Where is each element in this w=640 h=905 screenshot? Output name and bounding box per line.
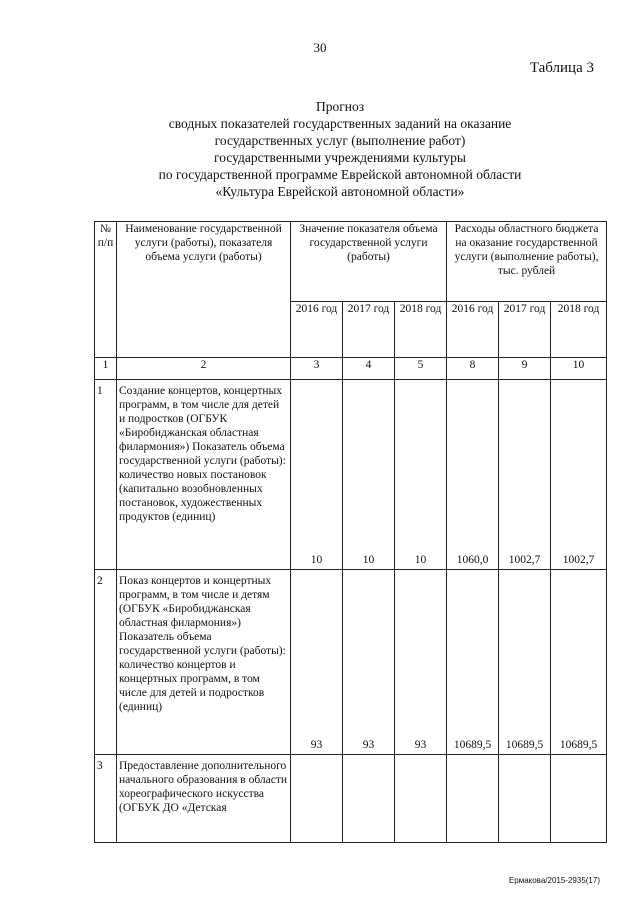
title-line: государственными учреждениями культуры [214,150,466,165]
value-cell [499,755,551,843]
value-cell: 10689,5 [499,570,551,755]
column-number: 2 [117,358,291,380]
row-description: Показ концертов и концертных программ, в том числе и детям (ОГБУК «Биробиджанская областная филармония») Показатель объема государственной услуги (работы): количество концертов и концертных программ, в том числе для детей и подростков (единиц) [117,570,291,755]
row-description: Предоставление дополнительного начального образования в области хореографического искусства (ОГБУК ДО «Детская [117,755,291,843]
column-number: 9 [499,358,551,380]
row-description: Создание концертов, концертных программ, в том числе для детей и подростков (ОГБУК «Биробиджанская областная филармония») Показатель объема государственной услуги (работы): количество новых постановок (капитально возобновленных постановок, художественных продуктов (единиц) [117,380,291,570]
forecast-table [94,221,607,843]
value-cell [343,755,395,843]
value-cell: 10 [291,380,343,570]
column-number: 3 [291,358,343,380]
year-header: 2016 год [447,302,499,358]
row-number: 3 [95,755,117,843]
value-cell: 10 [395,380,447,570]
table-label: Таблица 3 [529,60,594,76]
year-header: 2016 год [291,302,343,358]
value-cell: 93 [343,570,395,755]
column-number: 1 [95,358,117,380]
year-header: 2017 год [343,302,395,358]
value-cell: 10689,5 [551,570,607,755]
value-cell: 93 [395,570,447,755]
value-cell [551,755,607,843]
value-cell: 93 [291,570,343,755]
table-row [95,755,607,843]
column-number: 5 [395,358,447,380]
value-cell: 1002,7 [499,380,551,570]
year-header: 2018 год [395,302,447,358]
page-number: 30 [313,40,327,55]
title-line: «Культура Еврейской автономной области» [215,184,465,199]
header-volume: Значение показателя объема государственной услуги (работы) [291,222,447,302]
value-cell: 10689,5 [447,570,499,755]
year-header: 2017 год [499,302,551,358]
header-expenses: Расходы областного бюджета на оказание государственной услуги (выполнение работы), тыс. рублей [447,222,607,302]
row-number: 2 [95,570,117,755]
value-cell: 1060,0 [447,380,499,570]
column-number: 8 [447,358,499,380]
value-cell [291,755,343,843]
value-cell: 1002,7 [551,380,607,570]
column-number: 4 [343,358,395,380]
title-line: государственных услуг (выполнение работ) [214,133,466,148]
title-line: по государственной программе Еврейской автономной области [158,167,522,182]
document-title [100,98,580,200]
value-cell [447,755,499,843]
value-cell [395,755,447,843]
column-number: 10 [551,358,607,380]
header-name: Наименование государственной услуги (работы), показателя объема услуги (работы) [117,222,291,358]
table-row [95,570,607,755]
row-number: 1 [95,380,117,570]
table-row [95,380,607,570]
title-line: Прогноз [315,99,365,114]
title-line: сводных показателей государственных заданий на оказание [168,116,512,131]
value-cell: 10 [343,380,395,570]
year-header: 2018 год [551,302,607,358]
header-num: № п/п [95,222,117,358]
footer-reference: Ермакова/2015-2935(17) [508,876,600,885]
